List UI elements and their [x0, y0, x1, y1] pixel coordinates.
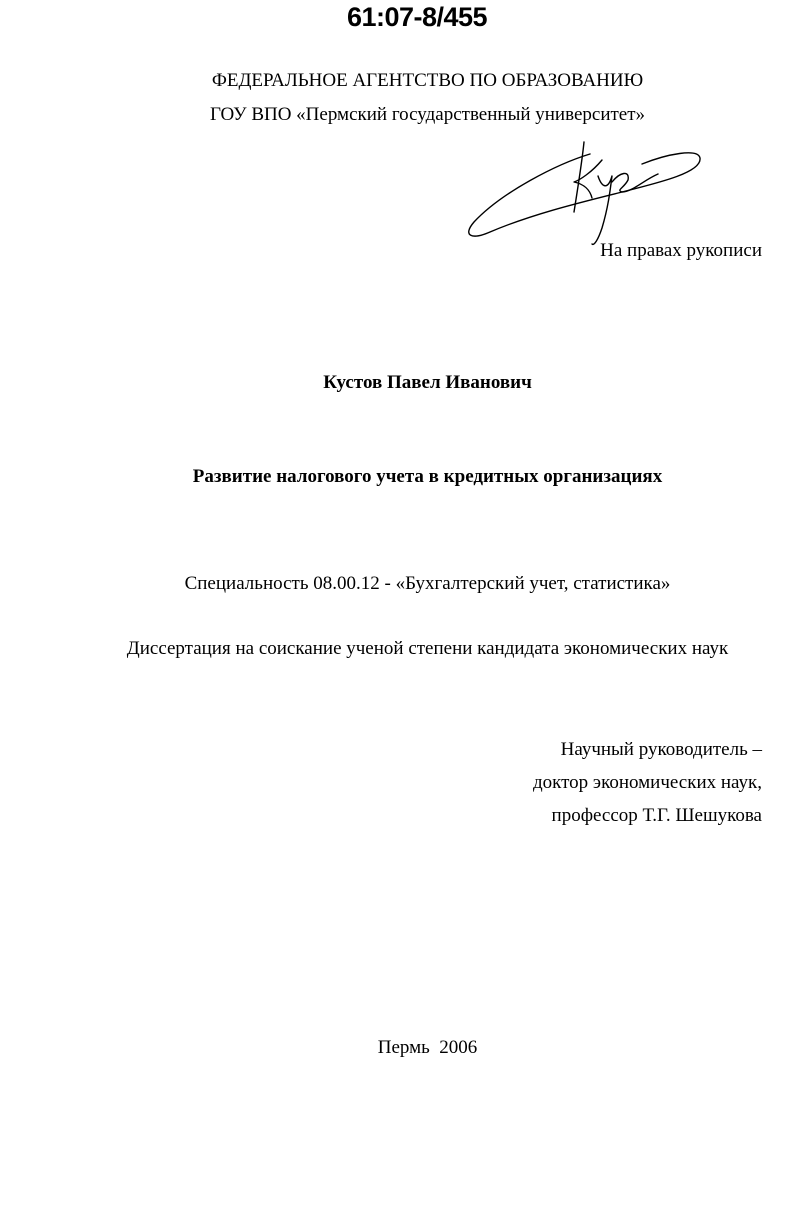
catalog-code: 61:07-8/455 [346, 2, 488, 32]
signature-stroke-arm [574, 160, 602, 198]
degree-line: Диссертация на соискание ученой степени кандидата экономических наук [126, 638, 729, 659]
agency-name: ФЕДЕРАЛЬНОЕ АГЕНТСТВО ПО ОБРАЗОВАНИЮ [211, 70, 644, 91]
supervisor-degree: доктор экономических наук, [532, 772, 762, 793]
handwritten-signature [462, 132, 712, 250]
specialty-line: Специальность 08.00.12 - «Бухгалтерский учет, статистика» [184, 573, 671, 594]
dissertation-title: Развитие налогового учета в кредитных организациях [192, 466, 663, 487]
supervisor-name: профессор Т.Г. Шешукова [551, 805, 762, 826]
supervisor-role: Научный руководитель – [560, 739, 762, 760]
signature-stroke-u [592, 176, 612, 244]
signature-loop [469, 153, 700, 236]
university-name: ГОУ ВПО «Пермский государственный университет» [209, 104, 646, 125]
author-name: Кустов Павел Иванович [323, 372, 532, 393]
rights-note: На правах рукописи [600, 240, 762, 261]
city-year: Пермь 2006 [377, 1037, 478, 1058]
